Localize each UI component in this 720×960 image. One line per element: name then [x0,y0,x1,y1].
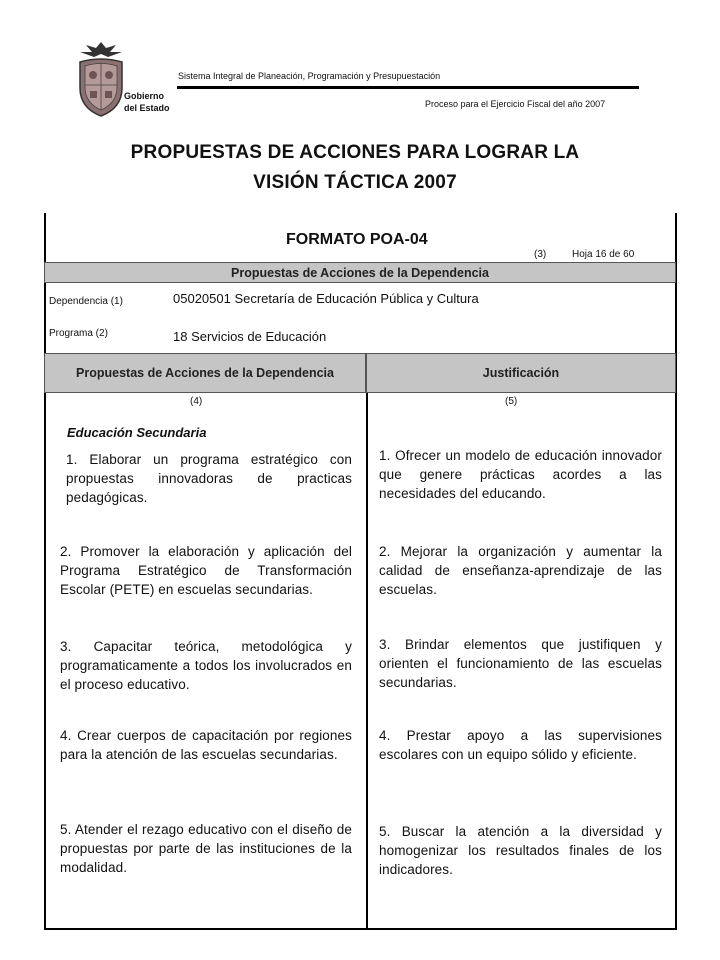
column-header-acciones: Propuestas de Acciones de la Dependencia [44,353,366,393]
action-item: 3. Capacitar teórica, metodológica y programaticamente a todos los involucrados en el proceso educativo. [60,639,352,692]
action-item: 5. Atender el rezago educativo con el diseño de propuestas por parte de las instituciones de la modalidad. [60,822,352,875]
action-item: 4. Crear cuerpos de capacitación por regiones para la atención de las escuelas secundarias. [60,728,352,762]
section-band-dependencia: Propuestas de Acciones de la Dependencia [44,262,676,283]
header-rule [177,86,639,89]
justification-item: 1. Ofrecer un modelo de educación innovador que genere prácticas acordes a las necesidades del educando. [379,448,662,501]
format-title: FORMATO POA-04 [286,231,428,248]
government-label-line1: Gobierno [124,91,164,101]
programa-label: Programa (2) [49,328,108,339]
justification-item: 2. Mejorar la organización y aumentar la calidad de enseñanza-aprendizaje de las escuelas. [379,544,662,597]
form-border-left [44,213,46,930]
justification-item: 5. Buscar la atención a la diversidad y homogenizar los resultados finales de los indicadores. [379,824,662,877]
programa-value: 18 Servicios de Educación [173,329,327,344]
column-divider [366,393,368,929]
page-title-line1: PROPUESTAS DE ACCIONES PARA LOGRAR LA [130,142,580,163]
sheet-ref: (3) [534,249,547,260]
state-coat-of-arms-icon [72,40,130,118]
justification-item: 3. Brindar elementos que justifiquen y orienten el funcionamiento de las escuelas secundarias. [379,637,662,690]
dependencia-label: Dependencia (1) [49,296,123,307]
column-ref-acciones: (4) [190,396,203,407]
form-border-right [675,213,677,930]
section-heading: Educación Secundaria [67,425,207,440]
column-header-justificacion: Justificación [366,353,676,393]
action-item: 2. Promover la elaboración y aplicación del Programa Estratégico de Transformación Escolar (PETE) en escuelas secundarias. [60,544,352,597]
action-item: 1. Elaborar un programa estratégico con propuestas innovadoras de practicas pedagógicas. [66,452,352,505]
government-label [124,90,170,114]
process-label: Proceso para el Ejercicio Fiscal del año 2007 [425,99,606,109]
sheet-label: Hoja 16 de 60 [572,249,635,260]
justification-item: 4. Prestar apoyo a las supervisiones escolares con un equipo sólido y eficiente. [379,728,662,762]
system-title: Sistema Integral de Planeación, Programación y Presupuestación [178,71,441,81]
page-title [60,138,650,198]
form-border-bottom [44,928,676,930]
dependencia-value: 05020501 Secretaría de Educación Pública y Cultura [173,291,479,306]
government-label-line2: del Estado [124,103,170,113]
column-ref-justificacion: (5) [505,396,518,407]
page-title-line2: VISIÓN TÁCTICA 2007 [253,172,457,193]
